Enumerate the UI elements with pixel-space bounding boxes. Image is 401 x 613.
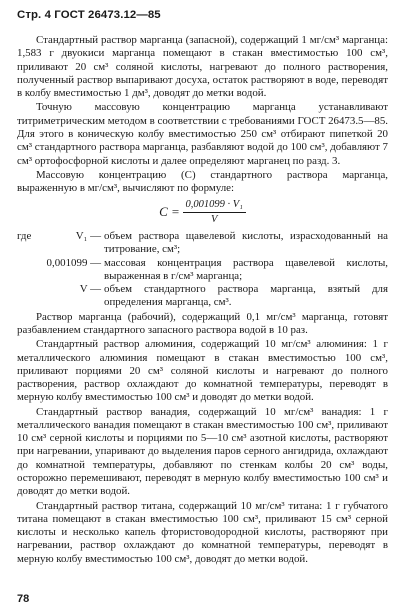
paragraph-vanadium-standard: Стандартный раствор ванадия, содержащий 10 мг/см³ ванадия: 1 г металлического ванадия помещают в стакан вместимостью 100 см³, приливают 10 см³ серной кислоты и порциями по 5—10 см³ азотной кислоты, растворяют при нагревании, упаривают до выделения паров серного ангидрида, охлаждают до комнатной температуры, добавляют по стенкам колбы 20 см³ воды, осторожно перемешивают, переводят в мерную колбу вместимостью 100 см³ и доводят до метки водой. <box>17 405 388 498</box>
formula-fraction <box>183 198 246 226</box>
definition-row <box>17 257 388 284</box>
definition-row <box>17 283 388 310</box>
definition-row <box>17 230 388 257</box>
concentration-formula <box>17 198 388 226</box>
definition-desc: массовая концентрация раствора щавелевой кислоты, выраженная в г/см³ марганца; <box>104 256 388 282</box>
definition-desc: объем стандартного раствора марганца, взятый для определения марганца, см³. <box>104 283 388 309</box>
definition-term: V₁ — <box>75 229 101 242</box>
formula-lhs: C = <box>159 204 180 220</box>
paragraph-manganese-titration: Точную массовую концентрацию марганца устанавливают титриметрическим методом в соответствии с требованиями ГОСТ 26473.5—85. Для этого в коническую колбу вместимостью 250 см³ отбирают пипеткой 20 см³ стандартного раствора марганца, разбавляют водой до 100 см³, добавляют 7 см³ ортофосфорной кислоты и далее определяют марганец по разд. 3. <box>17 101 388 167</box>
paragraph-aluminium-standard: Стандартный раствор алюминия, содержащий 10 мг/см³ алюминия: 1 г металлического алюминия помещают в стакан вместимостью 100 см³, приливают порциями 20 см³ соляной кислоты и нагревают до полного растворения, раствор охлаждают до комнатной температуры, переводят в мерную колбу вместимостью 100 см³ и доводят до метки водой. <box>17 338 388 404</box>
paragraph-manganese-working: Раствор марганца (рабочий), содержащий 0,1 мг/см³ марганца, готовят разбавлением стандартного запасного раствора водой в 10 раз. <box>17 310 388 337</box>
formula-denominator: V <box>211 213 218 225</box>
document-body <box>17 34 388 567</box>
paragraph-concentration-intro: Массовую концентрацию (C) стандартного раствора марганца, выраженную в мг/см³, вычисляют по формуле: <box>17 168 388 195</box>
formula-definitions <box>17 230 388 310</box>
paragraph-titanium-standard: Стандартный раствор титана, содержащий 10 мг/см³ титана: 1 г губчатого титана помещают в стакан вместимостью 100 см³, приливают 15 см³ серной кислоты и несколько капель фтористоводородной кислоты, растворяют при нагревании, раствор охлаждают до комнатной температуры, переводят в мерную колбу вместимостью 100 см³, доводят до метки водой. <box>17 499 388 565</box>
definition-term: 0,001099 — <box>46 256 101 269</box>
definition-desc: объем раствора щавелевой кислоты, израсходованный на титрование, см³; <box>104 229 388 256</box>
paragraph-manganese-stock: Стандартный раствор марганца (запасной), содержащий 1 мг/см³ марганца: 1,583 г двуокиси марганца помещают в стакан вместимостью 100 см³, приливают 20 см³ соляной кислоты, нагревают до полного растворения, полученный раствор выпаривают досуха, остаток растворяют в воде, переводят в колбу вместимостью 1 дм³, доводят до метки водой. <box>17 34 388 100</box>
formula-numerator: 0,001099 · V₁ <box>183 198 246 212</box>
definitions-where: где <box>17 229 32 242</box>
page-number: 78 <box>17 593 30 605</box>
definition-term: V — <box>79 283 101 296</box>
page-header: Стр. 4 ГОСТ 26473.12—85 <box>17 9 161 21</box>
